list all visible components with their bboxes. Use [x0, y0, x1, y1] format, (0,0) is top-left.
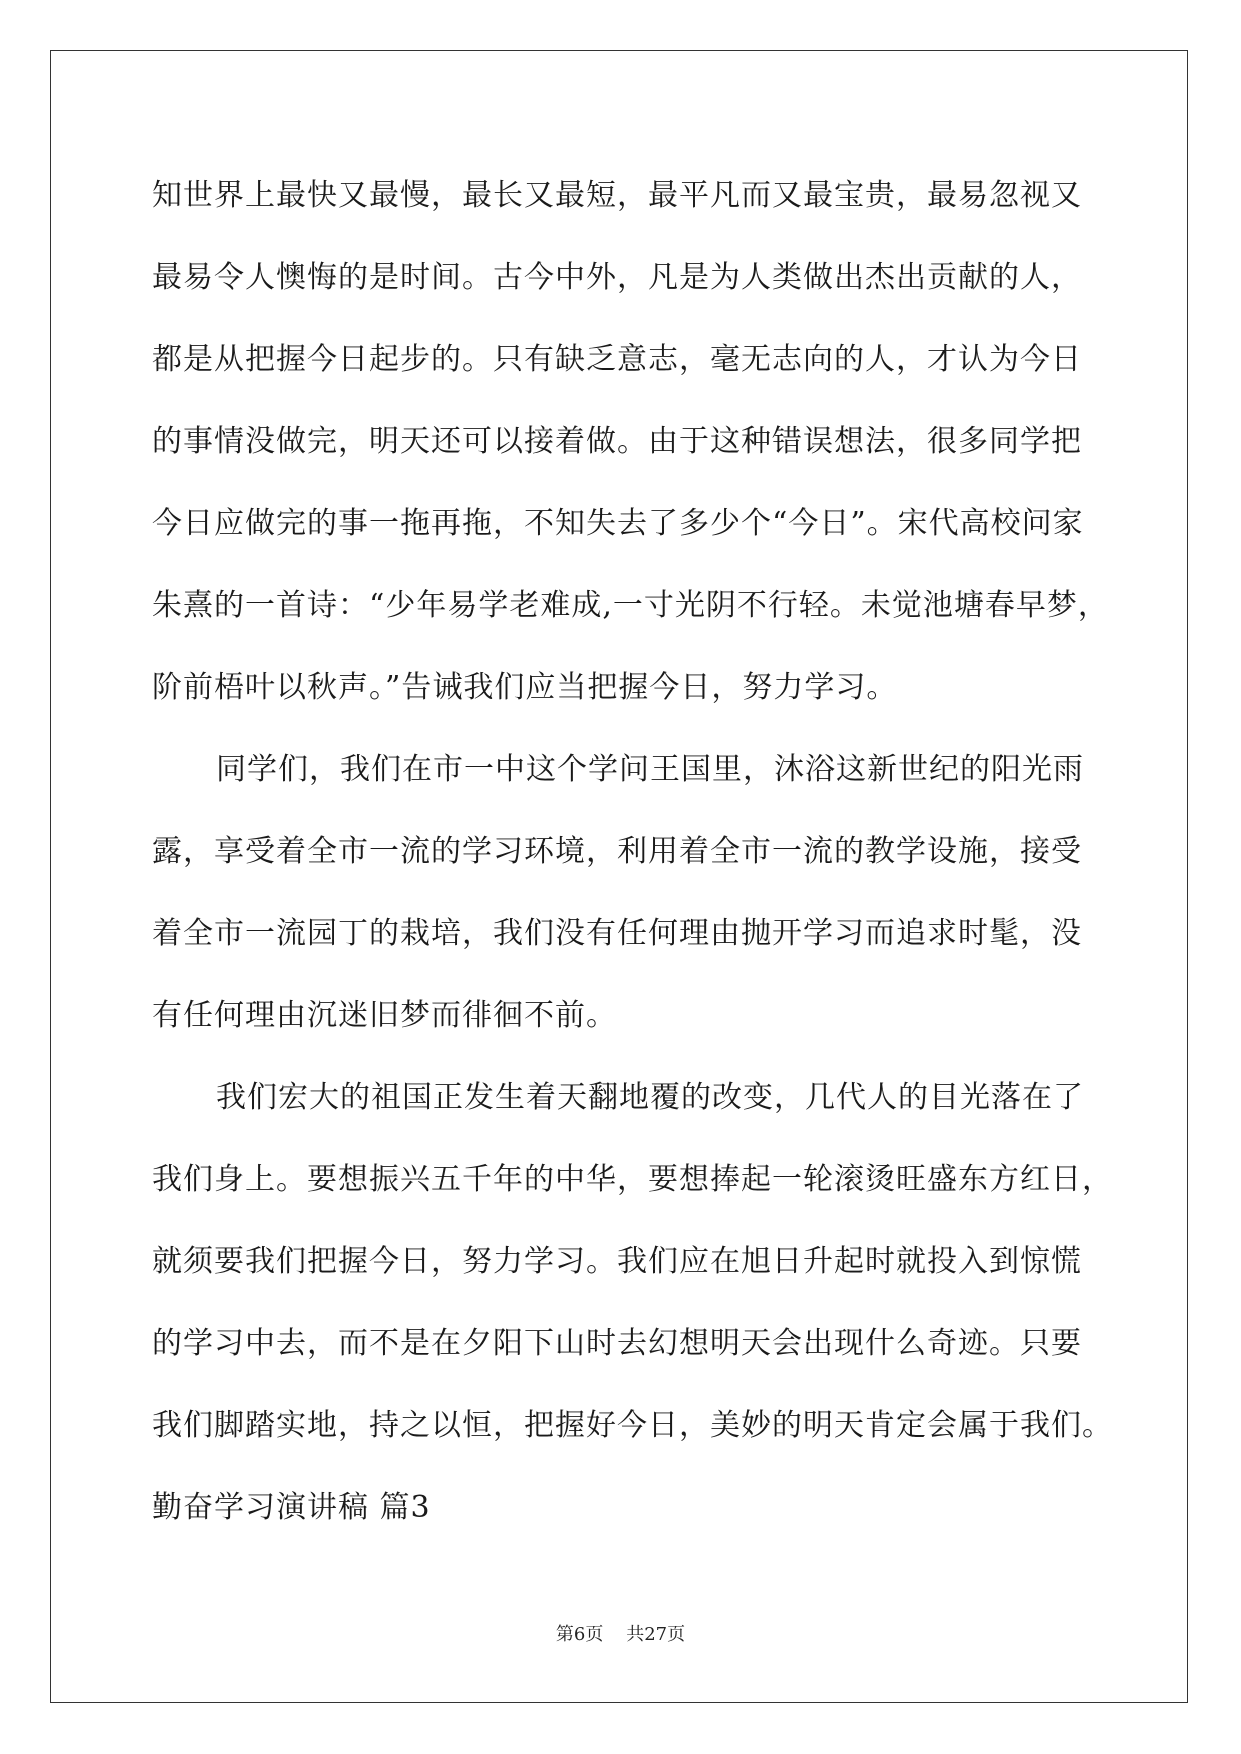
text-line: 朱熹的一首诗：“少年易学老难成,一寸光阴不行轻。未觉池塘春早梦， — [152, 588, 1109, 623]
text-line: 露，享受着全市一流的学习环境，利用着全市一流的教学设施，接受 — [152, 834, 1082, 869]
text-line: 最易令人懊悔的是时间。古今中外，凡是为人类做出杰出贡献的人， — [152, 260, 1082, 295]
text-line: 的学习中去，而不是在夕阳下山时去幻想明天会出现什么奇迹。只要 — [152, 1326, 1082, 1361]
page-number-footer: 第6页 共27页 — [555, 1624, 686, 1645]
text-line: 我们身上。要想振兴五千年的中华，要想捧起一轮滚烫旺盛东方红日， — [152, 1162, 1113, 1197]
text-line: 我们脚踏实地，持之以恒，把握好今日，美妙的明天肯定会属于我们。 — [152, 1408, 1113, 1443]
text-line: 的事情没做完，明天还可以接着做。由于这种错误想法，很多同学把 — [152, 424, 1082, 459]
section-heading: 勤奋学习演讲稿 篇3 — [152, 1490, 431, 1525]
text-line: 知世界上最快又最慢，最长又最短，最平凡而又最宝贵，最易忽视又 — [152, 178, 1082, 213]
text-line: 阶前梧叶以秋声。”告诫我们应当把握今日，努力学习。 — [152, 670, 898, 705]
paragraph-start-line: 我们宏大的祖国正发生着天翻地覆的改变，几代人的目光落在了 — [216, 1080, 1084, 1115]
document-body — [152, 155, 1113, 1549]
paragraph-start-line: 同学们，我们在市一中这个学问王国里，沐浴这新世纪的阳光雨 — [216, 752, 1084, 787]
text-line: 就须要我们把握今日，努力学习。我们应在旭日升起时就投入到惊慌 — [152, 1244, 1082, 1279]
text-line: 都是从把握今日起步的。只有缺乏意志，毫无志向的人，才认为今日 — [152, 342, 1082, 377]
text-line: 今日应做完的事一拖再拖，不知失去了多少个“今日”。宋代高校问家 — [152, 506, 1084, 541]
text-line: 着全市一流园丁的栽培，我们没有任何理由抛开学习而追求时髦，没 — [152, 916, 1082, 951]
text-line: 有任何理由沉迷旧梦而徘徊不前。 — [152, 998, 617, 1033]
